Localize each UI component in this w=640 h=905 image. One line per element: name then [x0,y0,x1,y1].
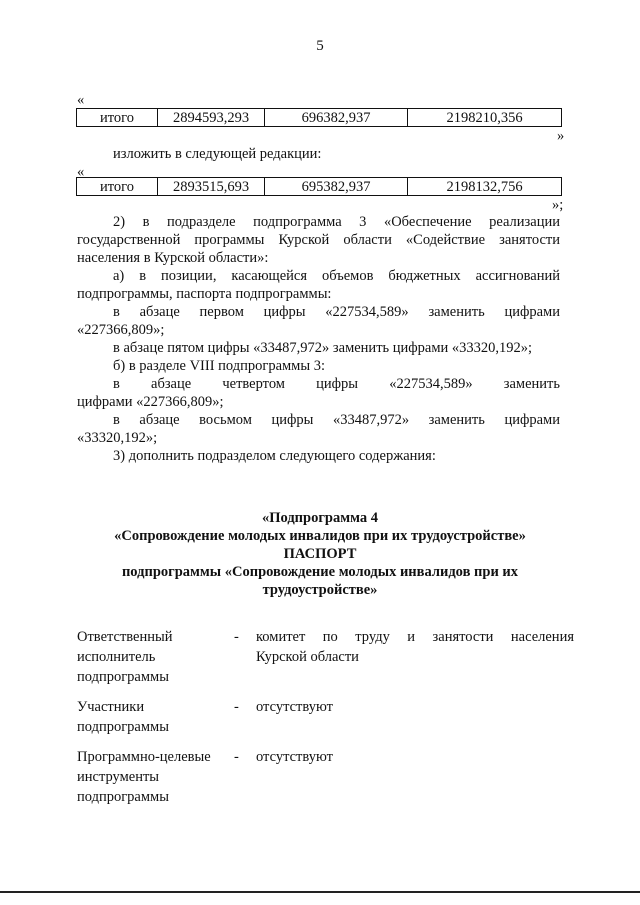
item-a1-line-2: «227366,809»; [77,322,165,338]
table-cell: 2893515,693 [158,178,265,196]
item-a-line-1 [113,267,560,285]
item-b2-line-2: «33320,192»; [77,430,158,446]
value-line: Курской области [256,649,359,665]
passport-dash: - [234,749,239,765]
passport-value-responsible [256,627,574,667]
value-line: отсутствуют [256,749,333,765]
paragraph-2-text: 2) в подразделе подпрограмма 3 «Обеспечение реализации [113,214,560,230]
label-line: подпрограммы [77,789,169,805]
subprogram-title: «Подпрограмма 4 [261,510,379,526]
passport-label-participants [77,697,227,737]
table-cell: 696382,937 [265,109,408,127]
item-a1-text: в абзаце первом цифры «227534,589» заменить цифрами [113,304,560,320]
passport-label-responsible [77,627,227,687]
passport-dash: - [234,699,239,715]
passport-label-instruments [77,747,227,807]
open-quote-2: « [77,164,85,180]
page-number: 5 [316,38,324,54]
passport-subtitle-1: подпрограммы «Сопровождение молодых инвалидов при их [121,564,519,580]
item-b2-text: в абзаце восьмом цифры «33487,972» заменить цифрами [113,412,560,428]
item-b1-text: в абзаце четвертом цифры «227534,589» заменить [113,376,560,392]
passport-heading: ПАСПОРТ [283,546,357,562]
item-b2-line-1 [113,411,560,429]
close-quote-semicolon: »; [552,197,564,213]
passport-value-instruments [256,747,574,767]
label-line: инструменты [77,769,160,785]
table-cell: 2894593,293 [158,109,265,127]
label-line: подпрограммы [77,669,169,685]
item-b: б) в разделе VIII подпрограммы 3: [113,358,326,374]
passport-dash: - [234,629,239,645]
page-bottom-rule [0,891,640,893]
edition-instruction: изложить в следующей редакции: [113,146,322,162]
label-line: Программно-целевые [77,749,211,765]
item-b1-line-2: цифрами «227366,809»; [77,394,224,410]
passport-value-participants [256,697,574,717]
label-line: подпрограммы [77,719,169,735]
label-line: исполнитель [77,649,156,665]
table-cell: итого [77,178,158,196]
item-b1-line-1 [113,375,560,393]
table-cell: 2198210,356 [408,109,562,127]
item-a1-line-1 [113,303,560,321]
item-a-text: а) в позиции, касающейся объемов бюджетных ассигнований [113,268,560,284]
table-row [77,109,562,127]
paragraph-3: 3) дополнить подразделом следующего содержания: [113,448,436,464]
paragraph-2-line-2 [77,231,560,249]
table-cell: 695382,937 [265,178,408,196]
table-new [76,177,562,196]
table-cell: 2198132,756 [408,178,562,196]
passport-subtitle-2: трудоустройстве» [262,582,378,598]
paragraph-2-line-3: населения в Курской области»: [77,250,269,266]
table-row [77,178,562,196]
open-quote-1: « [77,92,85,108]
value-line: отсутствуют [256,699,333,715]
close-quote-1: » [557,128,565,144]
label-line: Ответственный [77,629,173,645]
table-cell: итого [77,109,158,127]
item-a2: в абзаце пятом цифры «33487,972» заменить цифрами «33320,192»; [113,340,533,356]
item-a-line-2: подпрограммы, паспорта подпрограммы: [77,286,332,302]
paragraph-2-text: государственной программы Курской области «Содействие занятости [77,232,560,248]
table-old [76,108,562,127]
subprogram-name: «Сопровождение молодых инвалидов при их трудоустройстве» [114,528,526,544]
value-line: комитет по труду и занятости населения [256,629,574,645]
paragraph-2-line-1 [113,213,560,231]
label-line: Участники [77,699,145,715]
